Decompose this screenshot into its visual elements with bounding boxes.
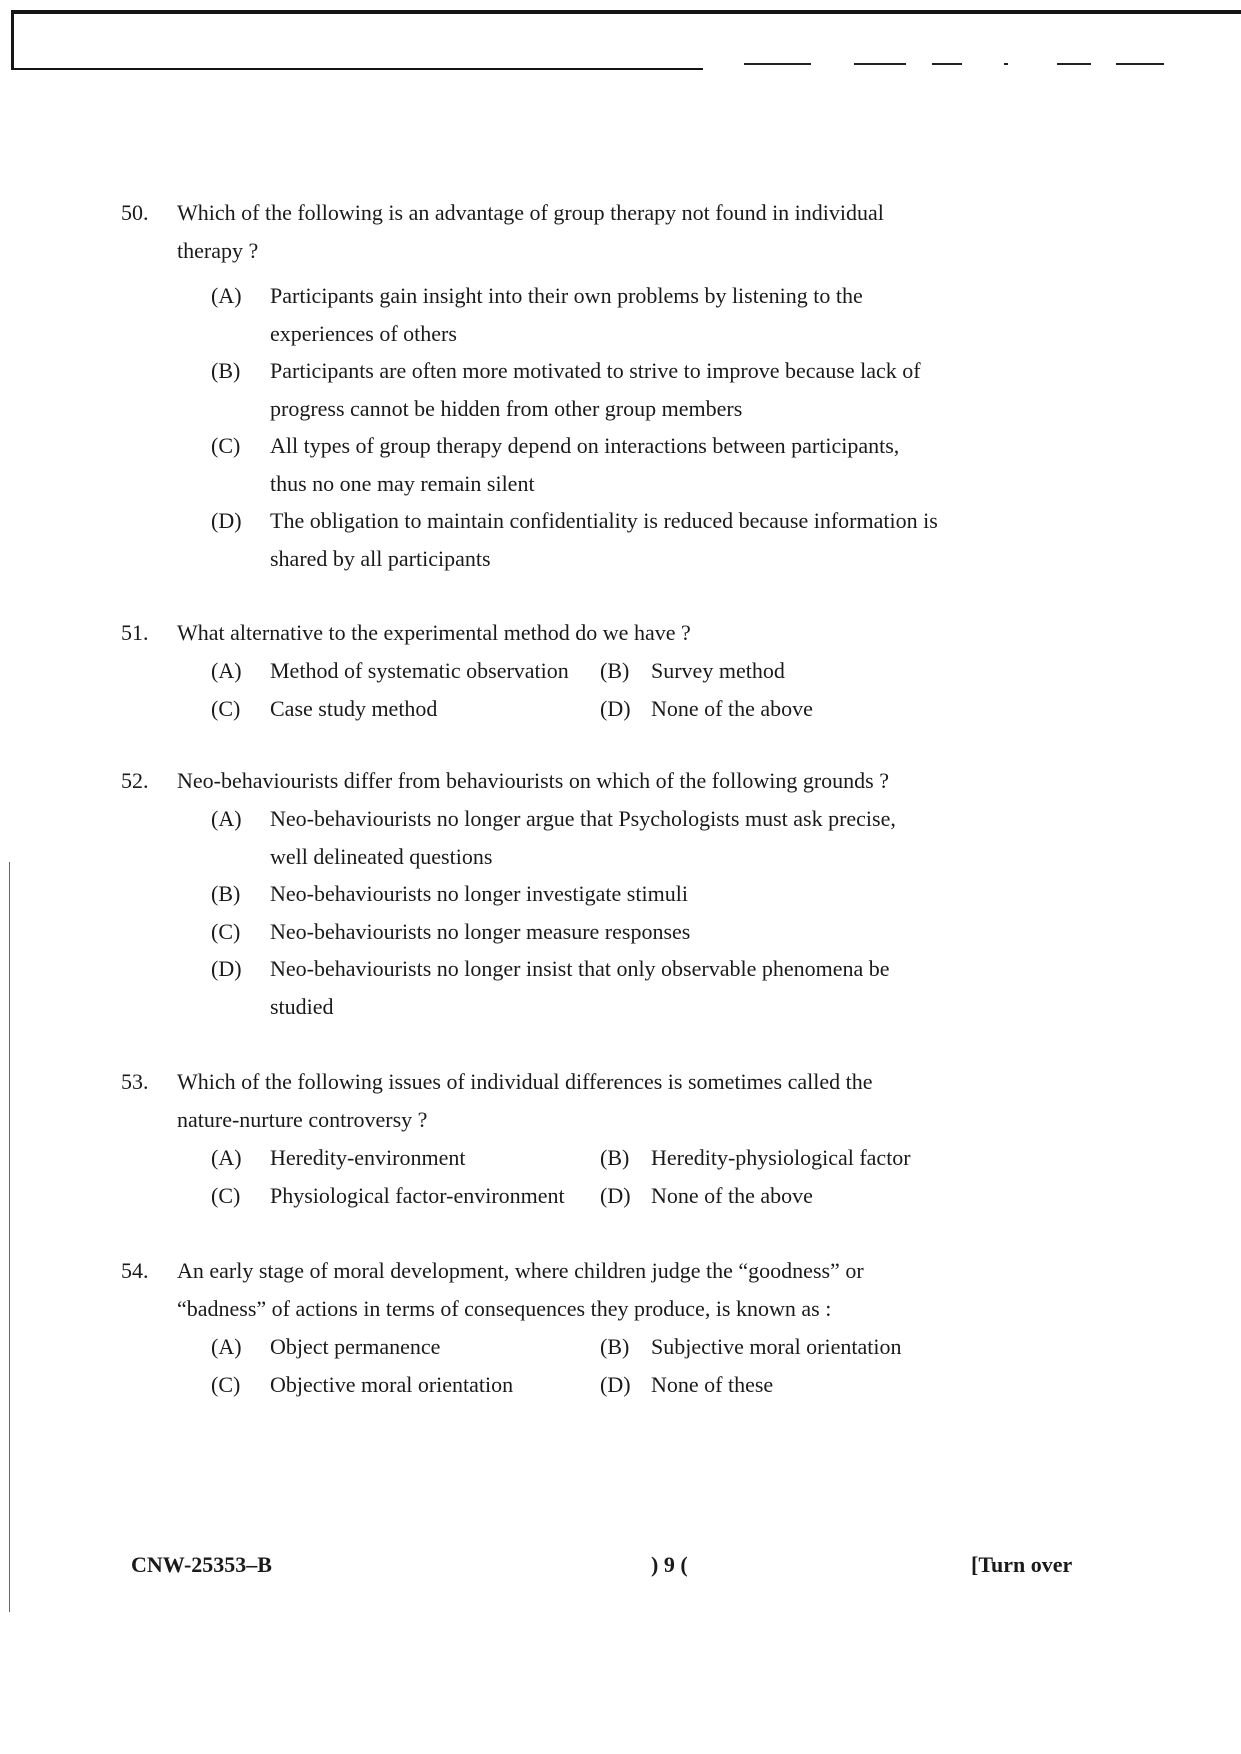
- option-label: (B): [211, 881, 241, 906]
- option-b: [600, 1139, 911, 1177]
- option-text-line: thus no one may remain silent: [270, 470, 535, 496]
- option-label: (B): [211, 358, 241, 383]
- option-text-line: well delineated questions: [270, 843, 493, 869]
- option-text-line: Participants are often more motivated to strive to improve because lack of: [270, 358, 921, 383]
- question-text: [121, 1063, 1121, 1139]
- question-52: [121, 762, 1121, 1025]
- question-number: 53.: [121, 1069, 149, 1094]
- page-number: ) 9 (: [651, 1552, 688, 1577]
- header-top-rule: [11, 10, 1241, 14]
- option-label: (C): [211, 1182, 241, 1208]
- booklet-code: CNW-25353–B: [131, 1552, 272, 1577]
- question-text: [121, 614, 1121, 652]
- option-text-line: The obligation to maintain confidentiality is reduced because information is: [270, 508, 938, 533]
- question-54: [121, 1252, 1121, 1403]
- question-text-line: What alternative to the experimental method do we have ?: [177, 620, 691, 645]
- option-label: (C): [211, 918, 241, 944]
- option-text: Heredity-physiological factor: [651, 1145, 911, 1170]
- question-number: 51.: [121, 620, 149, 645]
- option-text-line: Neo-behaviourists no longer investigate stimuli: [270, 881, 688, 906]
- option-a: [121, 800, 1121, 875]
- question-text-line: nature-nurture controversy ?: [177, 1107, 428, 1132]
- option-b: [600, 1328, 902, 1366]
- question-number: 54.: [121, 1258, 149, 1283]
- option-label: (D): [600, 1182, 631, 1208]
- option-label: (C): [211, 1371, 241, 1397]
- question-50: [121, 194, 1121, 577]
- option-text-line: Neo-behaviourists no longer argue that Psychologists must ask precise,: [270, 806, 896, 831]
- option-label: (A): [211, 806, 242, 831]
- option-label: (D): [600, 1371, 631, 1397]
- header-dash: [1116, 63, 1164, 65]
- question-number: 52.: [121, 768, 149, 793]
- question-53: [121, 1063, 1121, 1214]
- option-label: (D): [211, 508, 242, 533]
- option-row: [121, 1366, 1121, 1404]
- option-label: (C): [211, 695, 241, 721]
- scan-edge-line: [9, 862, 10, 1612]
- option-a: [211, 1328, 441, 1366]
- option-label: (B): [600, 1145, 630, 1170]
- option-d: [600, 1366, 774, 1404]
- option-a: [211, 652, 569, 690]
- option-d: [600, 1177, 813, 1215]
- option-text: None of the above: [651, 695, 813, 721]
- option-text-line: All types of group therapy depend on interactions between participants,: [270, 433, 900, 458]
- option-label: (D): [600, 695, 631, 721]
- option-label: (A): [211, 658, 242, 683]
- option-text: Survey method: [651, 658, 785, 683]
- option-a: [121, 277, 1121, 352]
- option-row: [121, 690, 1121, 728]
- option-text-line: Neo-behaviourists no longer insist that only observable phenomena be: [270, 956, 890, 981]
- question-text-line: An early stage of moral development, where children judge the “goodness” or: [177, 1258, 864, 1283]
- option-text-line: experiences of others: [270, 320, 457, 346]
- option-b: [121, 352, 1121, 427]
- question-text-line: Neo-behaviourists differ from behaviourists on which of the following grounds ?: [177, 768, 890, 793]
- option-text: None of these: [651, 1371, 774, 1397]
- options-list: [121, 1139, 1121, 1214]
- option-d: [600, 690, 813, 728]
- question-text-line: Which of the following is an advantage of group therapy not found in individual: [177, 200, 884, 225]
- option-a: [211, 1139, 466, 1177]
- option-text: Object permanence: [270, 1334, 441, 1359]
- option-text: Case study method: [270, 695, 438, 721]
- option-label: (A): [211, 1334, 242, 1359]
- option-c: [121, 913, 1121, 951]
- option-text: Heredity-environment: [270, 1145, 466, 1170]
- header-dash: [854, 63, 906, 65]
- header-dash: [1057, 63, 1091, 65]
- header-dash: [932, 63, 962, 65]
- option-row: [121, 1139, 1121, 1177]
- header-dash: [744, 63, 811, 65]
- option-label: (B): [600, 1334, 630, 1359]
- question-text-line: Which of the following issues of individual differences is sometimes called the: [177, 1069, 873, 1094]
- header-dash: [1004, 63, 1008, 65]
- option-b: [600, 652, 785, 690]
- options-list: [121, 800, 1121, 1025]
- header-bottom-rule: [11, 68, 703, 70]
- option-row: [121, 1177, 1121, 1215]
- option-text: None of the above: [651, 1182, 813, 1208]
- option-text: Objective moral orientation: [270, 1371, 514, 1397]
- option-text: Method of systematic observation: [270, 658, 569, 683]
- option-label: (C): [211, 433, 241, 458]
- option-text: Subjective moral orientation: [651, 1334, 902, 1359]
- option-text-line: Participants gain insight into their own problems by listening to the: [270, 283, 863, 308]
- options-list: [121, 1328, 1121, 1403]
- option-text-line: Neo-behaviourists no longer measure responses: [270, 918, 691, 944]
- question-text: [121, 194, 1121, 270]
- option-label: (D): [211, 956, 242, 981]
- question-text: [121, 1252, 1121, 1328]
- question-text-line: therapy ?: [177, 238, 259, 263]
- question-51: [121, 614, 1121, 727]
- option-text-line: studied: [270, 993, 334, 1019]
- option-label: (A): [211, 1145, 242, 1170]
- option-d: [121, 502, 1121, 577]
- option-label: (B): [600, 658, 630, 683]
- turn-over-note: [Turn over: [971, 1552, 1073, 1577]
- options-list: [121, 277, 1121, 577]
- option-row: [121, 1328, 1121, 1366]
- question-text: [121, 762, 1121, 800]
- option-c: [121, 427, 1121, 502]
- option-text: Physiological factor-environment: [270, 1182, 565, 1208]
- option-c: [211, 1177, 565, 1215]
- option-text-line: progress cannot be hidden from other group members: [270, 395, 743, 421]
- option-text-line: shared by all participants: [270, 545, 491, 571]
- options-list: [121, 652, 1121, 727]
- option-c: [211, 690, 438, 728]
- option-row: [121, 652, 1121, 690]
- option-label: (A): [211, 283, 242, 308]
- header-left-rule: [11, 10, 14, 70]
- question-number: 50.: [121, 200, 149, 225]
- option-c: [211, 1366, 514, 1404]
- option-b: [121, 875, 1121, 913]
- question-text-line: “badness” of actions in terms of consequences they produce, is known as :: [177, 1296, 832, 1321]
- option-d: [121, 950, 1121, 1025]
